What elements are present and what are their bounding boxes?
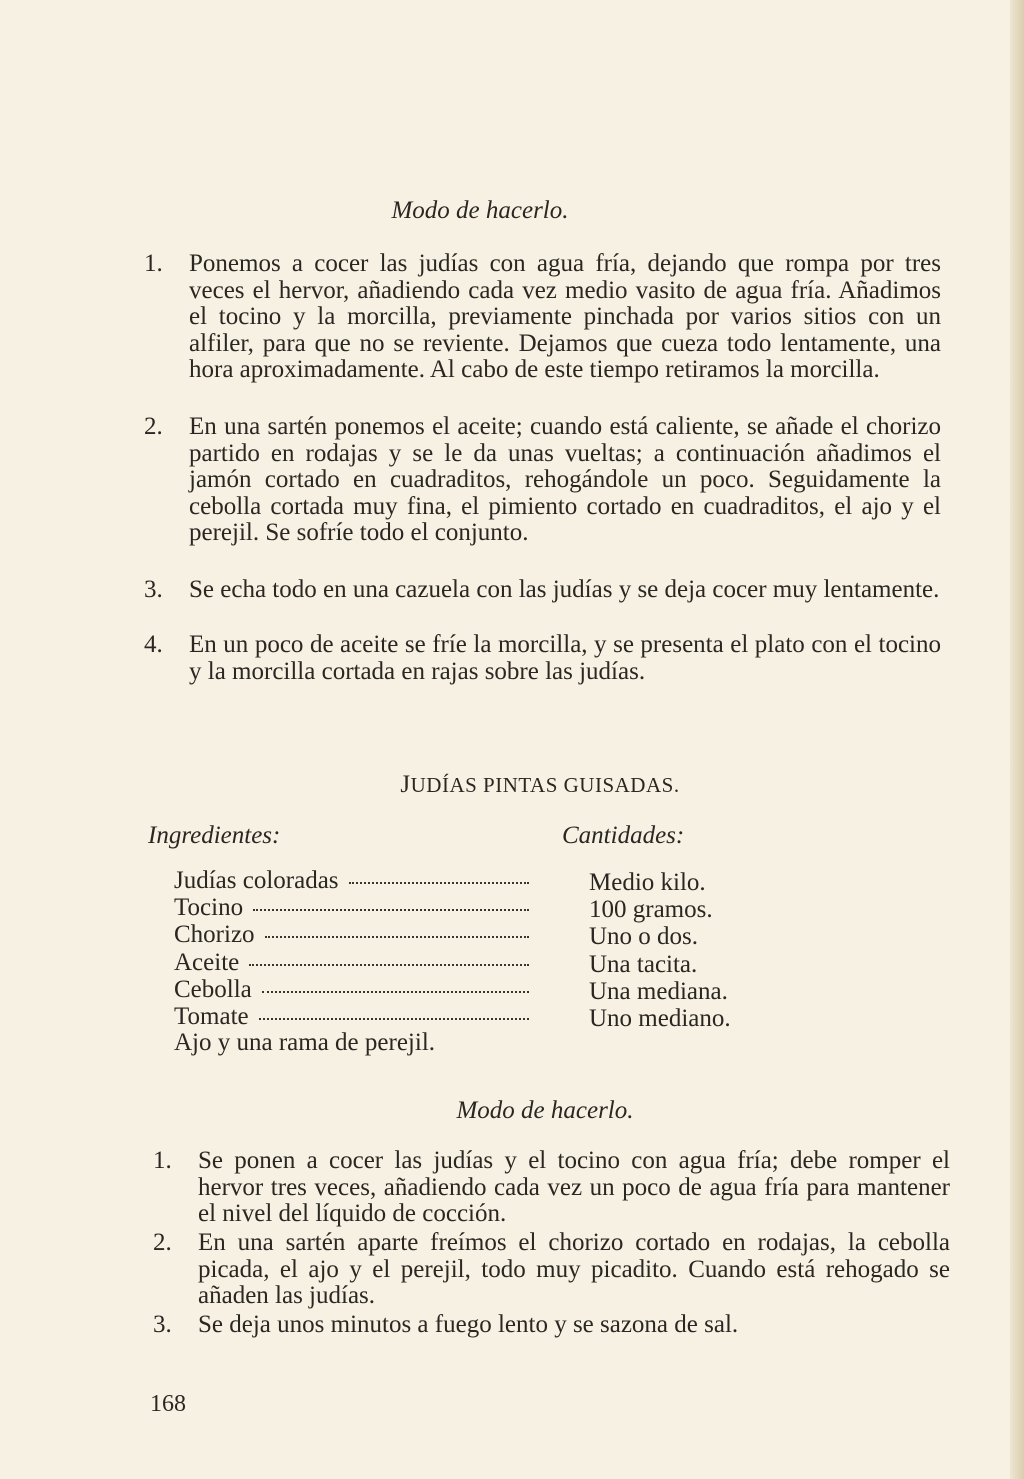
leader-dots	[253, 889, 529, 911]
ingredient-row	[174, 1002, 529, 1029]
ingredient-name: Aceite	[174, 948, 240, 976]
step-number: 1.	[144, 250, 163, 277]
step-text: Se ponen a cocer las judías y el tocino con agua fría; debe romper el hervor tres veces, añadiendo cada vez un poco de agua fría para mantener el nivel del líquido de cocción.	[198, 1147, 950, 1228]
quantity-value: Una mediana.	[589, 977, 728, 1005]
quantity-value: Uno mediano.	[589, 1004, 731, 1032]
section2-step	[153, 1229, 950, 1312]
quantity-value: Uno o dos.	[589, 923, 699, 951]
section2-step	[153, 1147, 950, 1230]
section1-heading: Modo de hacerlo.	[391, 197, 569, 224]
ingredients-list	[174, 866, 529, 1056]
leader-dots	[262, 971, 529, 993]
recipe-title-initial: J	[400, 771, 411, 798]
step-number: 3.	[144, 576, 163, 603]
section1-step	[144, 413, 941, 577]
ingredient-name: Tomate	[174, 1002, 249, 1030]
ingredient-row-extra	[174, 1029, 529, 1056]
section1-step	[144, 576, 941, 632]
step-number: 3.	[153, 1311, 172, 1338]
recipe-title-rest: UDÍAS PINTAS GUISADAS.	[410, 773, 680, 797]
ingredients-header: Ingredientes:	[148, 822, 281, 849]
step-text: En un poco de aceite se fríe la morcilla, y se presenta el plato con el tocino y la morcilla cortada en rajas sobre las judías.	[189, 631, 941, 685]
quantity-value: Medio kilo.	[589, 869, 706, 896]
ingredient-name: Tocino	[174, 894, 244, 922]
leader-dots	[259, 998, 529, 1020]
step-text: En una sartén aparte freímos el chorizo cortado en rodajas, la cebolla picada, el ajo y el perejil, todo muy picadito. Cuando está rehogado se añaden las judías.	[198, 1229, 950, 1310]
section2-step	[153, 1311, 950, 1340]
ingredient-extra: Ajo y una rama de perejil.	[174, 1029, 436, 1057]
ingredient-name: Judías coloradas	[174, 867, 339, 894]
step-text: Se echa todo en una cazuela con las judías y se deja cocer muy lentamente.	[189, 576, 940, 603]
page-number: 168	[150, 1391, 186, 1417]
step-number: 4.	[144, 631, 163, 658]
quantity-value: Una tacita.	[589, 950, 698, 978]
page-edge	[1010, 0, 1024, 1479]
step-text: Se deja unos minutos a fuego lento y se sazona de sal.	[198, 1311, 739, 1338]
section2-heading: Modo de hacerlo.	[456, 1097, 634, 1124]
step-text: Ponemos a cocer las judías con agua fría, dejando que rompa por tres veces el hervor, añadiendo cada vez medio vasito de agua fría. Añadimos el tocino y la morcilla, previamente pinchada por varios sitios con un alfiler, para que no se reviente. Dejamos que cueza todo lentamente, una hora aproximadamente. Al cabo de este tiempo retiramos la morcilla.	[189, 250, 941, 384]
ingredient-name: Cebolla	[174, 975, 252, 1003]
step-text: En una sartén ponemos el aceite; cuando está caliente, se añade el chorizo partido en rodajas y se le da unas vueltas; a continuación añadimos el jamón cortado en cuadraditos, rehogándole un poco. Seguidamente la cebolla cortada muy fina, el pimiento cortado en cuadraditos, el ajo y el perejil. Se sofríe todo el conjunto.	[189, 413, 941, 547]
section1-step	[144, 631, 941, 687]
quantities-list	[589, 869, 731, 1032]
quantities-header: Cantidades:	[562, 822, 685, 849]
leader-dots	[265, 916, 529, 938]
quantity-value: 100 gramos.	[589, 896, 713, 924]
step-number: 2.	[153, 1229, 172, 1256]
recipe-title	[350, 771, 730, 799]
section1-steps	[144, 250, 941, 687]
section2-steps	[153, 1147, 950, 1340]
leader-dots	[249, 944, 529, 966]
ingredient-name: Chorizo	[174, 921, 255, 949]
section1-step	[144, 250, 941, 414]
step-number: 2.	[144, 413, 163, 440]
leader-dots	[349, 862, 529, 884]
step-number: 1.	[153, 1147, 172, 1174]
